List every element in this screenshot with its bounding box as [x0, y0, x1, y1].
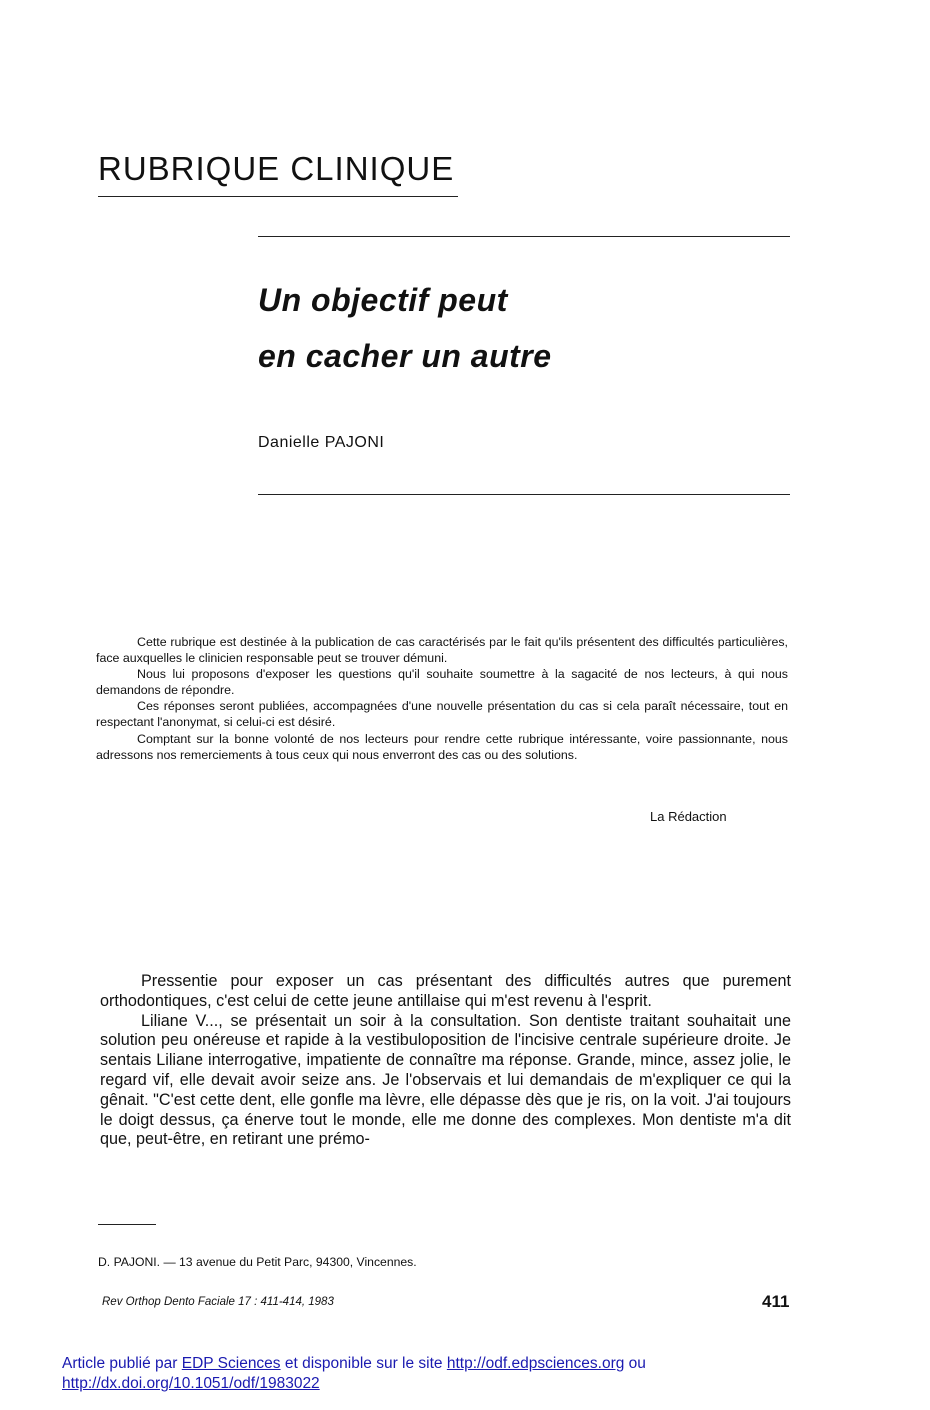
intro-paragraph: Cette rubrique est destinée à la publication de cas caractérisés par le fait qu'ils présentent des difficultés particulières, face auxquelles le clinicien responsable peut se trouver démuni.: [96, 635, 788, 666]
site-link[interactable]: http://odf.edpsciences.org: [446, 1355, 625, 1372]
title-bottom-rule: [258, 494, 790, 495]
body-paragraph: Pressentie pour exposer un cas présentant des difficultés autres que purement orthodontiques, c'est celui de cette jeune antillaise qui m'est revenu à l'esprit.: [100, 972, 791, 1010]
title-line-2: en cacher un autre: [258, 338, 552, 374]
author-name: Danielle PAJONI: [258, 434, 385, 451]
edp-sciences-link[interactable]: EDP Sciences: [181, 1355, 281, 1372]
notice-middle: et disponible sur le site: [280, 1355, 447, 1372]
title-top-rule: [258, 236, 790, 237]
intro-paragraph: Comptant sur la bonne volonté de nos lecteurs pour rendre cette rubrique intéressante, voire passionnante, nous adressons nos remerciements à tous ceux qui nous enverront des cas ou des solutions.: [96, 731, 788, 762]
article-body: [100, 972, 791, 1150]
doi-link[interactable]: http://dx.doi.org/10.1051/odf/1983022: [62, 1375, 320, 1392]
page-number: 411: [762, 1292, 790, 1311]
section-heading: RUBRIQUE CLINIQUE: [98, 150, 455, 187]
editorial-intro: [96, 634, 788, 763]
publisher-notice: [62, 1354, 646, 1394]
author-address-footnote: D. PAJONI. — 13 avenue du Petit Parc, 94300, Vincennes.: [98, 1255, 417, 1269]
title-line-1: Un objectif peut: [258, 282, 508, 318]
article-title: [258, 272, 552, 384]
journal-citation: Rev Orthop Dento Faciale 17 : 411-414, 1983: [102, 1296, 334, 1308]
intro-paragraph: Nous lui proposons d'exposer les questions qu'il souhaite soumettre à la sagacité de nos lecteurs, à qui nous demandons de répondre.: [96, 667, 788, 698]
intro-paragraph: Ces réponses seront publiées, accompagnées d'une nouvelle présentation du cas si cela paraît nécessaire, tout en respectant l'anonymat, si celui-ci est désiré.: [96, 699, 788, 730]
notice-prefix: Article publié par: [62, 1355, 182, 1372]
section-underline: [98, 196, 458, 197]
body-paragraph: Liliane V..., se présentait un soir à la consultation. Son dentiste traitant souhaitait une solution peu onéreuse et rapide à la vestibuloposition de l'incisive centrale supérieure droite. Je sentais Liliane interrogative, impatiente de connaître ma réponse. Grande, mince, assez jolie, le regard vif, elle devait avoir seize ans. Je l'observais et lui demandais de m'expliquer ce qui la gênait. "C'est cette dent, elle gonfle ma lèvre, elle dépasse dès que je ris, on la voit. J'ai toujours le doigt dessus, ça énerve tout le monde, elle me donne des complexes. Mon dentiste m'a dit que, peut-être, en retirant une prémo-: [100, 1011, 791, 1149]
editorial-signature: La Rédaction: [650, 809, 727, 824]
notice-suffix: ou: [624, 1355, 646, 1372]
footnote-rule: [98, 1224, 156, 1225]
